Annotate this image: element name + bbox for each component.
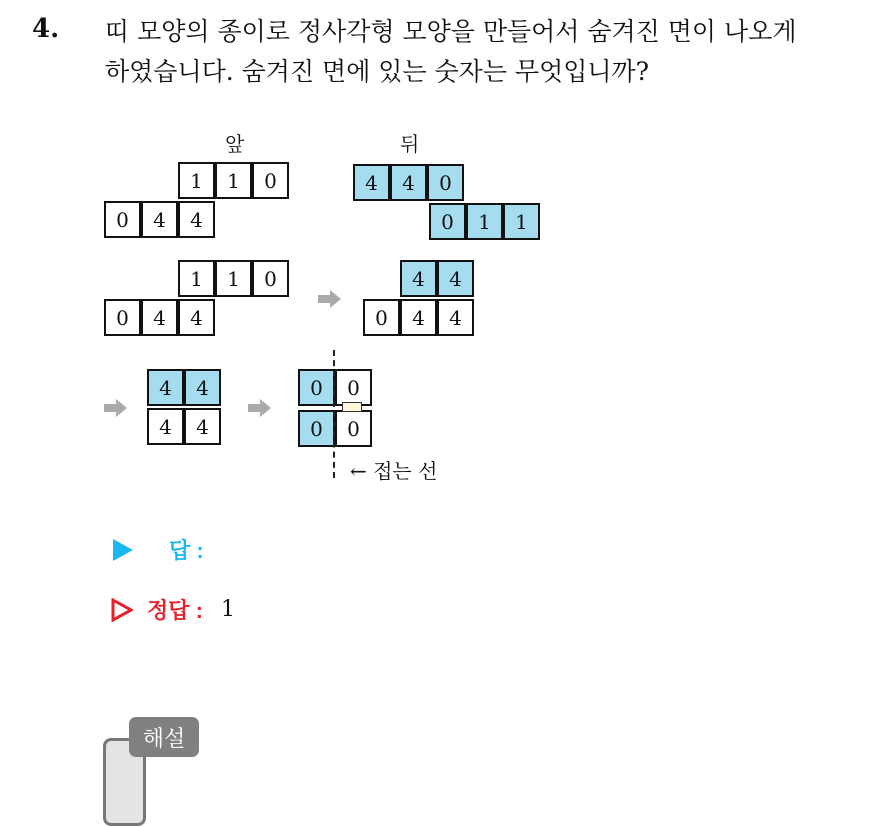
answer-label: 답 : bbox=[169, 538, 204, 563]
fold-line-label: ← 접는 선 bbox=[350, 459, 438, 483]
cell: 4 bbox=[147, 369, 184, 406]
cell: 1 bbox=[215, 260, 252, 297]
cell: 4 bbox=[184, 408, 221, 445]
question-number: 4. bbox=[32, 14, 60, 44]
back-label: 뒤 bbox=[400, 132, 420, 156]
cell: 0 bbox=[363, 299, 400, 336]
cell: 4 bbox=[141, 201, 178, 238]
cell: 4 bbox=[390, 164, 427, 201]
question-line-2: 하였습니다. 숨겨진 면에 있는 숫자는 무엇입니까? bbox=[105, 57, 650, 86]
cell: 4 bbox=[400, 299, 437, 336]
cell: 4 bbox=[141, 299, 178, 336]
cell: 0 bbox=[252, 260, 289, 297]
correct-answer-value: 1 bbox=[220, 597, 235, 622]
cell: 0 bbox=[429, 203, 466, 240]
answer-row bbox=[113, 534, 204, 565]
play-icon bbox=[113, 539, 133, 561]
cell: 4 bbox=[178, 299, 215, 336]
cell: 1 bbox=[503, 203, 540, 240]
cell: 4 bbox=[184, 369, 221, 406]
cell: 0 bbox=[298, 410, 335, 447]
cell: 0 bbox=[335, 369, 372, 406]
question-text bbox=[105, 12, 875, 92]
cell: 4 bbox=[400, 260, 437, 297]
solution-button[interactable]: 해설 bbox=[129, 717, 199, 757]
front-label: 앞 bbox=[225, 132, 245, 156]
cell: 4 bbox=[353, 164, 390, 201]
cell: 1 bbox=[178, 162, 215, 199]
question-line-1: 띠 모양의 종이로 정사각형 모양을 만들어서 숨겨진 면이 나오게 bbox=[105, 17, 797, 46]
outline-play-icon bbox=[111, 598, 133, 622]
cell: 1 bbox=[178, 260, 215, 297]
cell: 0 bbox=[252, 162, 289, 199]
cell: 4 bbox=[178, 201, 215, 238]
paper-tab-icon bbox=[342, 402, 362, 412]
correct-answer-row bbox=[111, 594, 235, 625]
cell: 1 bbox=[215, 162, 252, 199]
cell: 0 bbox=[335, 410, 372, 447]
cell: 1 bbox=[466, 203, 503, 240]
cell: 4 bbox=[437, 260, 474, 297]
cell: 0 bbox=[104, 201, 141, 238]
cell: 4 bbox=[437, 299, 474, 336]
cell: 0 bbox=[104, 299, 141, 336]
cell: 0 bbox=[298, 369, 335, 406]
cell: 4 bbox=[147, 408, 184, 445]
cell: 0 bbox=[427, 164, 464, 201]
fold-line bbox=[333, 350, 335, 478]
correct-answer-label: 정답 : bbox=[147, 598, 203, 623]
